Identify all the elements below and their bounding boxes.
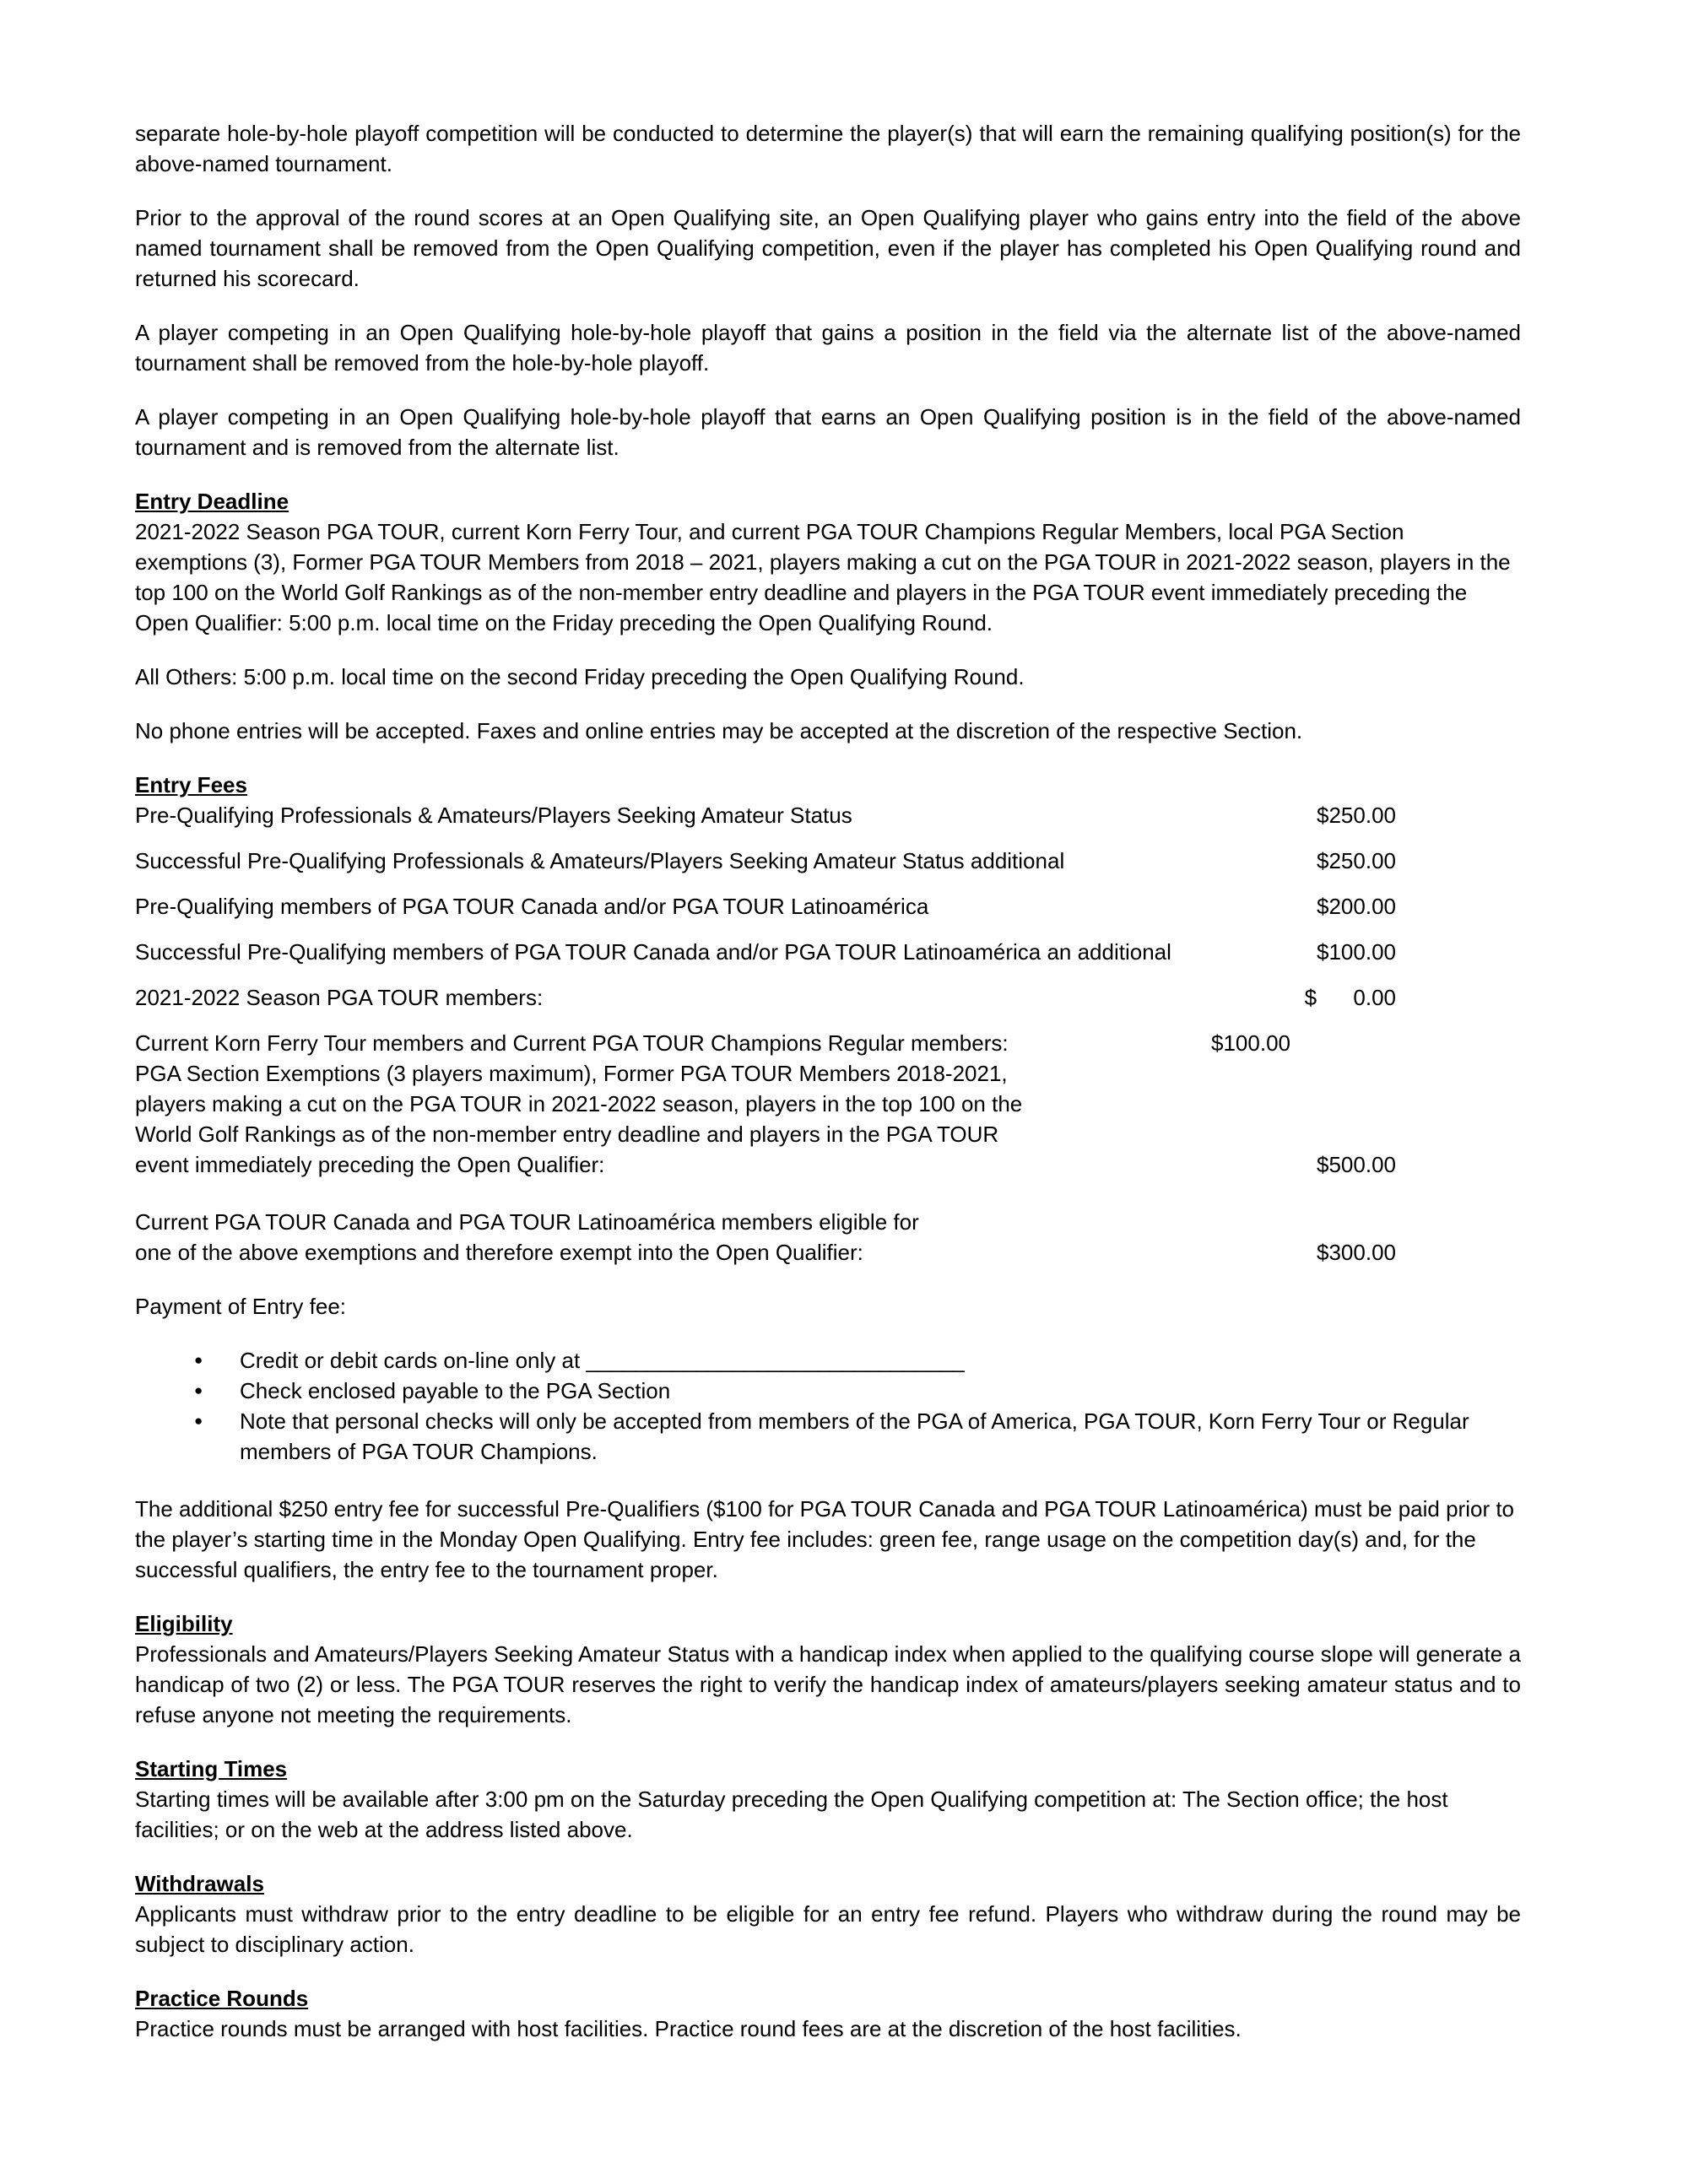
section-withdrawals: [135, 1868, 1521, 1960]
fee-row: [135, 846, 1396, 876]
fee-line: [135, 1149, 1396, 1180]
bullet-icon: ●: [194, 1413, 203, 1429]
fee-line: Current PGA TOUR Canada and PGA TOUR Latinoamérica members eligible for: [135, 1209, 919, 1235]
practice-rounds-body: Practice rounds must be arranged with host facilities. Practice round fees are at the discretion of the host facilities.: [135, 2016, 1242, 2041]
intro-paragraph-4: A player competing in an Open Qualifying hole-by-hole playoff that earns an Open Qualifying position is in the field of the above-named tournament and is removed from the alternate list.: [135, 404, 1521, 460]
fee-amount: $250.00: [1317, 803, 1396, 828]
bullet-text: Note that personal checks will only be accepted from members of the PGA of America, PGA TOUR, Korn Ferry Tour or Regular members of PGA TOUR Champions.: [240, 1408, 1469, 1464]
fee-amount: $100.00: [1317, 939, 1396, 965]
fee-amount: $200.00: [1317, 894, 1396, 919]
bullet-icon: ●: [194, 1382, 203, 1398]
fee-block-exemptions: [135, 1028, 1521, 1180]
list-item: [135, 1345, 1521, 1376]
section-practice-rounds: [135, 1983, 1521, 2044]
fee-line-text: Current Korn Ferry Tour members and Current PGA TOUR Champions Regular members:: [135, 1030, 1009, 1056]
fee-amount: $ 0.00: [1304, 985, 1396, 1010]
bullet-icon: ●: [194, 1352, 203, 1368]
entry-deadline-no-phone: No phone entries will be accepted. Faxes and online entries may be accepted at the discretion of the respective Section.: [135, 718, 1303, 743]
fee-line: [135, 1028, 1521, 1058]
additional-fee-note: The additional $250 entry fee for successful Pre-Qualifiers ($100 for PGA TOUR Canada and PGA TOUR Latinoamérica) must be paid prior to the player’s starting time in the Monday Open Qualifying. Entry fee includes: green fee, range usage on the competition day(s) and, for the successful qualifiers, the entry fee to the tournament proper.: [135, 1496, 1515, 1582]
section-entry-deadline: [135, 486, 1521, 746]
fee-row: [135, 937, 1396, 967]
fee-line: World Golf Rankings as of the non-member entry deadline and players in the PGA TOUR: [135, 1122, 999, 1147]
entry-deadline-body: 2021-2022 Season PGA TOUR, current Korn Ferry Tour, and current PGA TOUR Champions Regular Members, local PGA Section exemptions (3), Former PGA TOUR Members from 2018 – 2021, players making a cut on the PGA TOUR in 2021-2022 season, players in the top 100 on the World Golf Rankings as of the non-member entry deadline and players in the PGA TOUR event immediately preceding the Open Qualifier: 5:00 p.m. local time on the Friday preceding the Open Qualifying Round.: [135, 519, 1511, 635]
fee-label: Pre-Qualifying members of PGA TOUR Canada and/or PGA TOUR Latinoamérica: [135, 894, 929, 919]
intro-paragraph-1: separate hole-by-hole playoff competition will be conducted to determine the player(s) that will earn the remaining qualifying position(s) for the above-named tournament.: [135, 121, 1521, 176]
eligibility-body: Professionals and Amateurs/Players Seeking Amateur Status with a handicap index when applied to the qualifying course slope will generate a handicap of two (2) or less. The PGA TOUR reserves the right to verify the handicap index of amateurs/players seeking amateur status and to refuse anyone not meeting the requirements.: [135, 1641, 1521, 1727]
eligibility-heading: Eligibility: [135, 1611, 233, 1636]
starting-times-body: Starting times will be available after 3:00 pm on the Saturday preceding the Open Qualifying competition at: The Section office; the host facilities; or on the web at the address listed above.: [135, 1787, 1448, 1842]
section-entry-fees: [135, 770, 1521, 1268]
bullet-text: Check enclosed payable to the PGA Section: [240, 1378, 671, 1403]
fee-line: PGA Section Exemptions (3 players maximum), Former PGA TOUR Members 2018-2021,: [135, 1061, 1008, 1086]
intro-paragraph-2: Prior to the approval of the round scores at an Open Qualifying site, an Open Qualifying player who gains entry into the field of the above named tournament shall be removed from the Open Qualifying competition, even if the player has completed his Open Qualifying round and returned his scorecard.: [135, 205, 1521, 291]
list-item: [135, 1376, 1521, 1406]
list-item: [135, 1406, 1521, 1467]
fee-amount: $250.00: [1317, 848, 1396, 873]
payment-bullet-list: [135, 1345, 1521, 1467]
starting-times-heading: Starting Times: [135, 1756, 288, 1781]
fee-line: [135, 1237, 1396, 1268]
withdrawals-heading: Withdrawals: [135, 1871, 264, 1896]
fee-label: 2021-2022 Season PGA TOUR members:: [135, 985, 544, 1010]
section-starting-times: [135, 1754, 1521, 1845]
fee-line-text: event immediately preceding the Open Qualifier:: [135, 1152, 605, 1177]
section-payment: [135, 1291, 1521, 1585]
bullet-text: Credit or debit cards on-line only at _______________________________: [240, 1348, 965, 1373]
practice-rounds-heading: Practice Rounds: [135, 1986, 309, 2011]
fee-label: Pre-Qualifying Professionals & Amateurs/Players Seeking Amateur Status: [135, 803, 852, 828]
fee-amount: $500.00: [1317, 1152, 1396, 1177]
fee-line: players making a cut on the PGA TOUR in 2021-2022 season, players in the top 100 on the: [135, 1091, 1023, 1116]
fee-block-latam: [135, 1207, 1521, 1268]
entry-deadline-all-others: All Others: 5:00 p.m. local time on the second Friday preceding the Open Qualifying Round.: [135, 664, 1025, 689]
fee-amount: $100.00: [1211, 1030, 1290, 1056]
fee-amount: $300.00: [1317, 1240, 1396, 1265]
fee-row: [135, 891, 1396, 922]
entry-deadline-heading: Entry Deadline: [135, 489, 289, 514]
payment-intro: Payment of Entry fee:: [135, 1294, 347, 1319]
fee-line-text: one of the above exemptions and therefore exempt into the Open Qualifier:: [135, 1240, 863, 1265]
withdrawals-body: Applicants must withdraw prior to the entry deadline to be eligible for an entry fee refund. Players who withdraw during the round may be subject to disciplinary action.: [135, 1901, 1521, 1957]
fee-label: Successful Pre-Qualifying members of PGA TOUR Canada and/or PGA TOUR Latinoamérica an additional: [135, 939, 1171, 965]
fee-row: [135, 800, 1396, 830]
intro-paragraph-3: A player competing in an Open Qualifying hole-by-hole playoff that gains a position in the field via the alternate list of the above-named tournament shall be removed from the hole-by-hole playoff.: [135, 320, 1521, 376]
fee-label: Successful Pre-Qualifying Professionals & Amateurs/Players Seeking Amateur Status additional: [135, 848, 1065, 873]
entry-fees-heading: Entry Fees: [135, 772, 247, 797]
section-eligibility: [135, 1608, 1521, 1730]
fee-row: [135, 982, 1396, 1013]
